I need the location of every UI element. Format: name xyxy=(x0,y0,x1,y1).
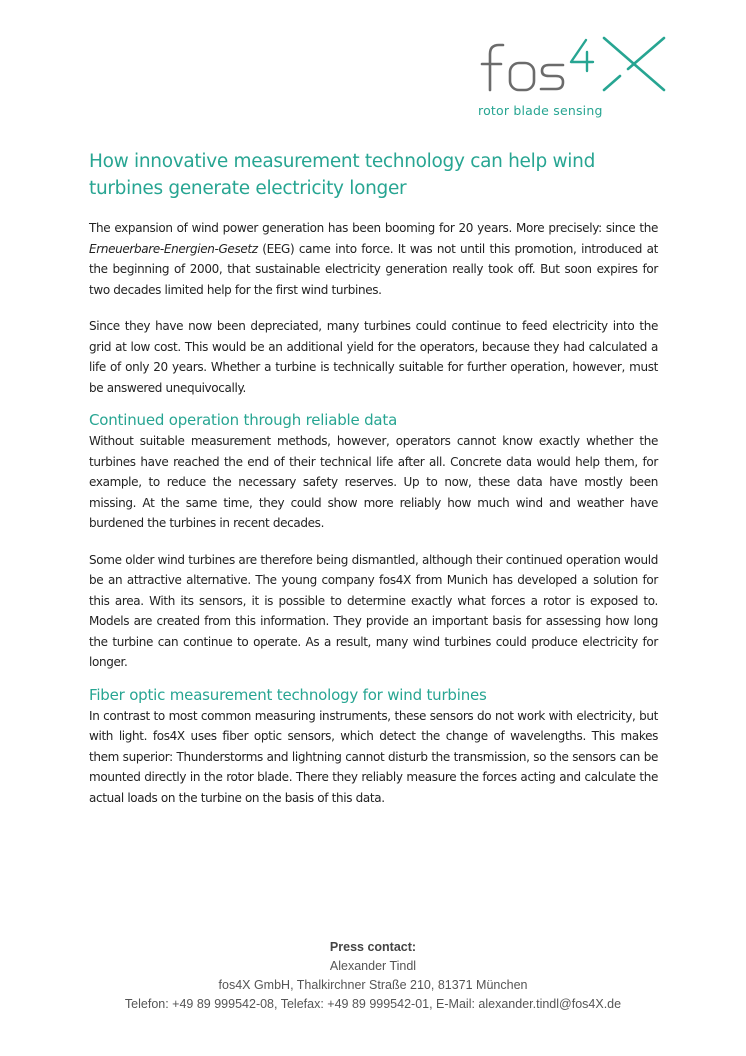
press-contact-label: Press contact: xyxy=(329,940,417,954)
logo-tagline: rotor blade sensing xyxy=(478,103,603,118)
law-name-italic: Erneuerbare-Energien-Gesetz xyxy=(89,241,258,256)
contact-name: Alexander Tindl xyxy=(329,959,417,973)
section-heading-fiber-optic: Fiber optic measurement technology for wind turbines xyxy=(89,685,487,704)
company-address: fos4X GmbH, Thalkirchner Straße 210, 81371 München xyxy=(218,978,528,992)
article-title: How innovative measurement technology can help wind turbines generate electricity longer xyxy=(89,151,596,199)
section1-paragraph-1: Without suitable measurement methods, however, operators cannot know exactly whether the turbines have reached the end of their technical life after all. Concrete data would help them, for example, to reduce the necessary safety reserves. Up to now, these data have mostly been missing. At the same time, they could show more reliably how much wind and weather have burdened the turbines in recent decades. xyxy=(89,434,658,530)
fos4x-wordmark-logo xyxy=(470,28,680,103)
section2-paragraph-1: In contrast to most common measuring instruments, these sensors do not work with electricity, but with light. fos4X uses fiber optic sensors, which detect the change of wavelengths. This makes them superior: Thunderstorms and lightning cannot disturb the transmission, so the sensors can be mounted directly in the rotor blade. There they reliably measure the forces acting and calculate the actual loads on the turbine on the basis of this data. xyxy=(89,708,658,805)
section-heading-continued-operation: Continued operation through reliable data xyxy=(89,411,398,429)
press-contact-footer xyxy=(0,938,746,1014)
intro-text-start: The expansion of wind power generation has been booming for 20 years. More precisely: since the xyxy=(89,221,658,235)
intro-paragraph-2: Since they have now been depreciated, many turbines could continue to feed electricity into the grid at low cost. This would be an additional yield for the operators, because they had calculated a life of only 20 years. Whether a turbine is technically suitable for further operation, however, must be answered unequivocally. xyxy=(89,319,658,395)
contact-details: Telefon: +49 89 999542-08, Telefax: +49 89 999542-01, E-Mail: alexander.tindl@fos4X.de xyxy=(124,997,622,1011)
section1-paragraph-2: Some older wind turbines are therefore being dismantled, although their continued operation would be an attractive alternative. The young company fos4X from Munich has developed a solution for this area. With its sensors, it is possible to determine exactly what forces a rotor is exposed to. Models are created from this information. They provide an important basis for assessing how long the turbine can continue to operate. As a result, many wind turbines could produce electricity for longer. xyxy=(89,552,658,669)
intro-text-end: (EEG) came into force. It was not until this promotion, introduced at the beginning of 2000, that sustainable electricity generation really took off. But soon expires for two decades limited help for the first wind turbines. xyxy=(89,241,658,297)
intro-paragraph-1 xyxy=(89,218,658,300)
article-body xyxy=(89,148,658,808)
